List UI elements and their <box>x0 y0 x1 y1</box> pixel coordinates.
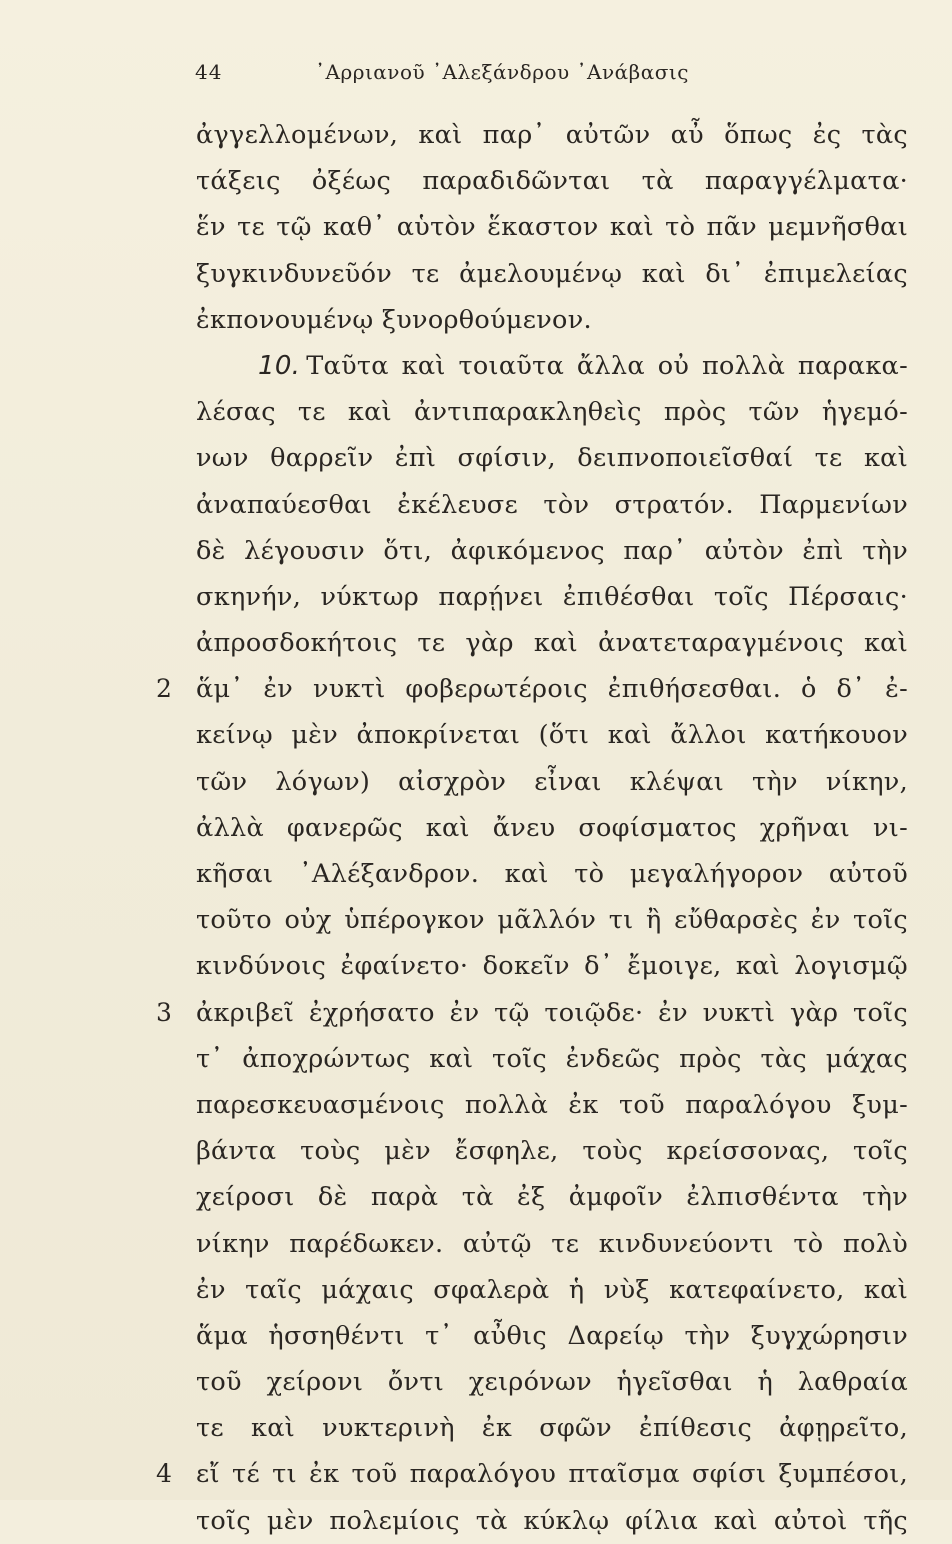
text-line <box>196 897 908 943</box>
running-title: ᾽Αρριανοῦ ᾽Αλεξάνδρου ᾽Ανάβασις <box>315 60 689 84</box>
text-line <box>196 204 908 250</box>
text-line <box>196 1036 908 1082</box>
text-line <box>196 389 908 435</box>
section-margin-number: 3 <box>156 997 173 1027</box>
text-line <box>196 620 908 666</box>
line-text: νων θαρρεῖν ἐπὶ σφίσιν, δειπνοποιεῖσθαί τε καὶ <box>196 443 908 474</box>
text-line <box>196 343 908 389</box>
text-line <box>196 805 908 851</box>
line-text: εἴ τέ τι ἐκ τοῦ παραλόγου πταῖσμα σφίσι ξυμπέσοι, <box>196 1459 908 1490</box>
text-line <box>156 666 908 712</box>
text-line <box>196 1221 908 1267</box>
line-text: τε καὶ νυκτερινὴ ἐκ σφῶν ἐπίθεσις ἀφῃρεῖτο, <box>196 1413 908 1444</box>
text-line <box>156 1451 908 1497</box>
text-line <box>196 574 908 620</box>
line-text: κινδύνοις ἐφαίνετο· δοκεῖν δ᾽ ἔμοιγε, καὶ λογισμῷ <box>196 951 908 982</box>
text-line <box>196 1267 908 1313</box>
text-line <box>196 943 908 989</box>
line-text: ἅμ᾽ ἐν νυκτὶ φοβερωτέροις ἐπιθήσεσθαι. ὁ δ᾽ ἐ- <box>196 674 908 705</box>
line-text: ἀναπαύεσθαι ἐκέλευσε τὸν στρατόν. Παρμενίων <box>196 489 908 520</box>
line-text: νίκην παρέδωκεν. αὐτῷ τε κινδυνεύοντι τὸ πολὺ <box>196 1228 908 1259</box>
text-line <box>196 1405 908 1451</box>
line-text: παρεσκευασμένοις πολλὰ ἐκ τοῦ παραλόγου ξυμ- <box>196 1089 908 1120</box>
line-text: βάντα τοὺς μὲν ἔσφηλε, τοὺς κρείσσονας, τοῖς <box>196 1136 908 1167</box>
line-text: σκηνήν, νύκτωρ παρῄνει ἐπιθέσθαι τοῖς Πέρσαις· <box>196 581 908 612</box>
running-head <box>195 60 915 90</box>
line-text: χείροσι δὲ παρὰ τὰ ἐξ ἀμφοῖν ἐλπισθέντα τὴν <box>196 1182 908 1213</box>
line-text: τ᾽ ἀποχρώντως καὶ τοῖς ἐνδεῶς πρὸς τὰς μάχας <box>196 1043 908 1074</box>
text-line <box>196 528 908 574</box>
text-line <box>196 1174 908 1220</box>
text-line <box>196 435 908 481</box>
text-line <box>196 1498 908 1544</box>
section-margin-number: 2 <box>156 674 173 704</box>
text-line <box>196 1359 908 1405</box>
text-line <box>196 1082 908 1128</box>
text-line <box>196 1128 908 1174</box>
section-margin-number: 4 <box>156 1459 173 1489</box>
line-text: ἀπροσδοκήτοις τε γὰρ καὶ ἀνατεταραγμένοις καὶ <box>196 628 908 659</box>
text-line <box>196 112 908 158</box>
line-text: κείνῳ μὲν ἀποκρίνεται (ὅτι καὶ ἄλλοι κατήκουον <box>196 720 908 751</box>
text-line <box>196 297 908 343</box>
line-text: δὲ λέγουσιν ὅτι, ἀφικόμενος παρ᾽ αὐτὸν ἐπὶ τὴν <box>196 535 908 566</box>
line-text: ἅμα ἡσσηθέντι τ᾽ αὖθις Δαρείῳ τὴν ξυγχώρησιν <box>196 1320 908 1351</box>
text-line <box>196 851 908 897</box>
line-text: τοῖς μὲν πολεμίοις τὰ κύκλῳ φίλια καὶ αὐτοὶ τῆς <box>196 1505 908 1536</box>
line-text: τοῦ χείρονι ὄντι χειρόνων ἡγεῖσθαι ἡ λαθραία <box>196 1367 908 1398</box>
line-text: λέσας τε καὶ ἀντιπαρακληθεὶς πρὸς τῶν ἡγεμό- <box>196 397 908 428</box>
line-text: τάξεις ὀξέως παραδιδῶνται τὰ παραγγέλματα· <box>196 166 908 197</box>
text-line <box>196 482 908 528</box>
line-text: ἐκπονουμένῳ ξυνορθούμενον. <box>196 304 592 335</box>
line-text: ἀλλὰ φανερῶς καὶ ἄνευ σοφίσματος χρῆναι νι- <box>196 812 908 843</box>
line-text: ἀγγελλομένων, καὶ παρ᾽ αὐτῶν αὖ ὅπως ἐς τὰς <box>196 120 908 150</box>
line-text: ἀκριβεῖ ἐχρήσατο ἐν τῷ τοιῷδε· ἐν νυκτὶ γὰρ τοῖς <box>196 997 908 1028</box>
page-number: 44 <box>195 60 223 84</box>
text-line <box>196 251 908 297</box>
text-line <box>196 158 908 204</box>
text-line <box>196 759 908 805</box>
text-block <box>156 112 908 1544</box>
line-text: ξυγκινδυνεῦόν τε ἀμελουμένῳ καὶ δι᾽ ἐπιμελείας <box>196 258 908 289</box>
line-text: ἕν τε τῷ καθ᾽ αὑτὸν ἕκαστον καὶ τὸ πᾶν μεμνῆσθαι <box>196 212 908 243</box>
line-text: τῶν λόγων) αἰσχρὸν εἶναι κλέψαι τὴν νίκην, <box>196 766 908 797</box>
text-line <box>156 990 908 1036</box>
text-line <box>196 1313 908 1359</box>
line-text: κῆσαι ᾽Αλέξανδρον. καὶ τὸ μεγαλήγορον αὐτοῦ <box>196 859 908 889</box>
line-text: τοῦτο οὐχ ὑπέρογκον μᾶλλόν τι ἢ εὔθαρσὲς ἐν τοῖς <box>196 905 908 936</box>
text-line <box>196 712 908 758</box>
chapter-number: 10. <box>258 350 301 381</box>
line-text: ἐν ταῖς μάχαις σφαλερὰ ἡ νὺξ κατεφαίνετο, καὶ <box>196 1274 908 1305</box>
line-text: Ταῦτα καὶ τοιαῦτα ἄλλα οὐ πολλὰ παρακα- <box>306 350 908 381</box>
